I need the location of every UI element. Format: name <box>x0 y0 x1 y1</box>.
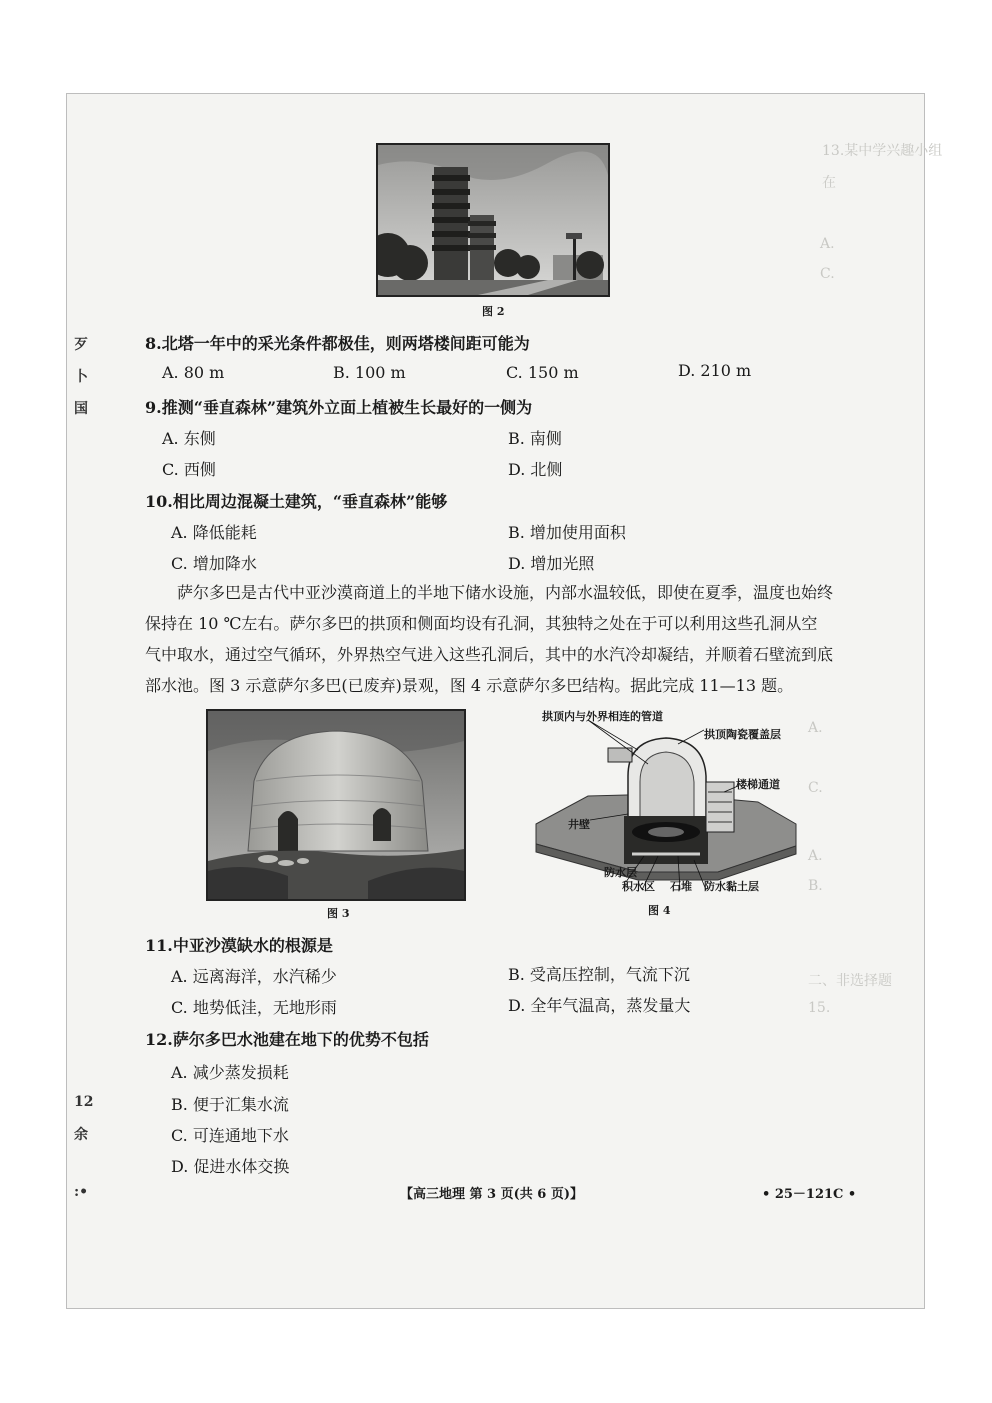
question-number: 8. <box>145 334 162 353</box>
question-12 <box>145 1027 429 1050</box>
bleed-text: 15. <box>808 1000 831 1016</box>
option-11d: D. 全年气温高，蒸发量大 <box>508 996 691 1015</box>
bleed-text: 13.某中学兴趣小组 <box>822 143 943 159</box>
option-9a: A. 东侧 <box>162 429 216 448</box>
option-10c: C. 增加降水 <box>171 554 257 573</box>
bleed-text: B. <box>808 878 823 894</box>
label-tile: 拱顶陶瓷覆盖层 <box>704 728 781 741</box>
option-12c: C. 可连通地下水 <box>171 1126 289 1145</box>
option-10b: B. 增加使用面积 <box>508 523 626 542</box>
bleed-text: C. <box>808 780 823 796</box>
label-stair: 楼梯通道 <box>736 778 780 791</box>
margin-mark: 国 <box>74 401 88 417</box>
paper-code: • 25－121C • <box>762 1187 857 1202</box>
option-9c: C. 西侧 <box>162 460 216 479</box>
option-8d: D. 210 m <box>678 361 752 380</box>
bleed-text: A. <box>808 848 823 864</box>
page-footer: 【高三地理 第 3 页(共 6 页)】 <box>400 1187 584 1202</box>
margin-mark: 歹 <box>74 337 88 353</box>
question-number: 11. <box>145 936 173 955</box>
question-9 <box>145 395 532 418</box>
option-10d: D. 增加光照 <box>508 554 595 573</box>
label-waterproof: 防水层 <box>604 866 637 879</box>
margin-mark: 12 <box>74 1094 94 1110</box>
figure-3-photo <box>206 709 466 901</box>
vertical-forest-illustration <box>378 145 608 295</box>
bleed-text: 在 <box>822 175 836 191</box>
figure-3-caption: 图 3 <box>327 907 350 920</box>
figure-2-caption: 图 2 <box>482 305 505 318</box>
option-8c: C. 150 m <box>506 363 579 382</box>
question-number: 12. <box>145 1030 173 1049</box>
margin-mark: :• <box>74 1184 89 1200</box>
question-11 <box>145 933 333 956</box>
passage-line: 保持在 10 ℃左右。萨尔多巴的拱顶和侧面均设有孔洞，其独特之处在于可以利用这些孔洞从空 <box>145 614 818 633</box>
question-text: 萨尔多巴水池建在地下的优势不包括 <box>172 1030 429 1049</box>
label-stone: 石堆 <box>670 880 692 893</box>
question-text: 相比周边混凝土建筑，“垂直森林”能够 <box>172 492 448 511</box>
question-text: 中亚沙漠缺水的根源是 <box>172 936 333 955</box>
passage-line: 气中取水，通过空气循环，外界热空气进入这些孔洞后，其中的水汽冷却凝结，并顺着石壁流到底 <box>145 645 834 664</box>
margin-mark: 卜 <box>74 369 88 385</box>
bleed-text: A. <box>808 720 823 736</box>
option-10a: A. 降低能耗 <box>171 523 257 542</box>
option-12b: B. 便于汇集水流 <box>171 1095 289 1114</box>
option-11b: B. 受高压控制，气流下沉 <box>508 965 690 984</box>
figure-2-photo <box>376 143 610 297</box>
option-9d: D. 北侧 <box>508 460 563 479</box>
bleed-text: A. <box>820 236 835 252</box>
option-12d: D. 促进水体交换 <box>171 1157 290 1176</box>
question-text: 北塔一年中的采光条件都极佳，则两塔楼间距可能为 <box>161 334 530 353</box>
question-10 <box>145 489 447 512</box>
option-9b: B. 南侧 <box>508 429 562 448</box>
question-number: 10. <box>145 492 173 511</box>
bleed-text: 二、非选择题 <box>808 973 892 989</box>
question-text: 推测“垂直森林”建筑外立面上植被生长最好的一侧为 <box>161 398 533 417</box>
option-11c: C. 地势低洼，无地形雨 <box>171 998 337 1017</box>
passage <box>145 577 834 701</box>
question-number: 9. <box>145 398 162 417</box>
label-clay: 防水黏土层 <box>704 880 759 893</box>
option-11a: A. 远离海洋，水汽稀少 <box>171 967 337 986</box>
label-pool: 积水区 <box>622 880 655 893</box>
label-wall: 井壁 <box>568 818 590 831</box>
option-8b: B. 100 m <box>333 363 406 382</box>
passage-line: 萨尔多巴是古代中亚沙漠商道上的半地下储水设施，内部水温较低，即使在夏季，温度也始终 <box>177 583 834 602</box>
bleed-text: C. <box>820 266 835 282</box>
margin-mark: 余 <box>74 1127 88 1143</box>
figure-4-caption: 图 4 <box>648 904 671 917</box>
sardoba-ruin-illustration <box>208 711 464 899</box>
passage-line: 部水池。图 3 示意萨尔多巴(已废弃)景观，图 4 示意萨尔多巴结构。据此完成 11—13 题。 <box>145 676 794 695</box>
label-pipe: 拱顶内与外界相连的管道 <box>542 710 663 723</box>
question-8 <box>145 331 530 354</box>
option-12a: A. 减少蒸发损耗 <box>171 1063 289 1082</box>
option-8a: A. 80 m <box>162 363 225 382</box>
